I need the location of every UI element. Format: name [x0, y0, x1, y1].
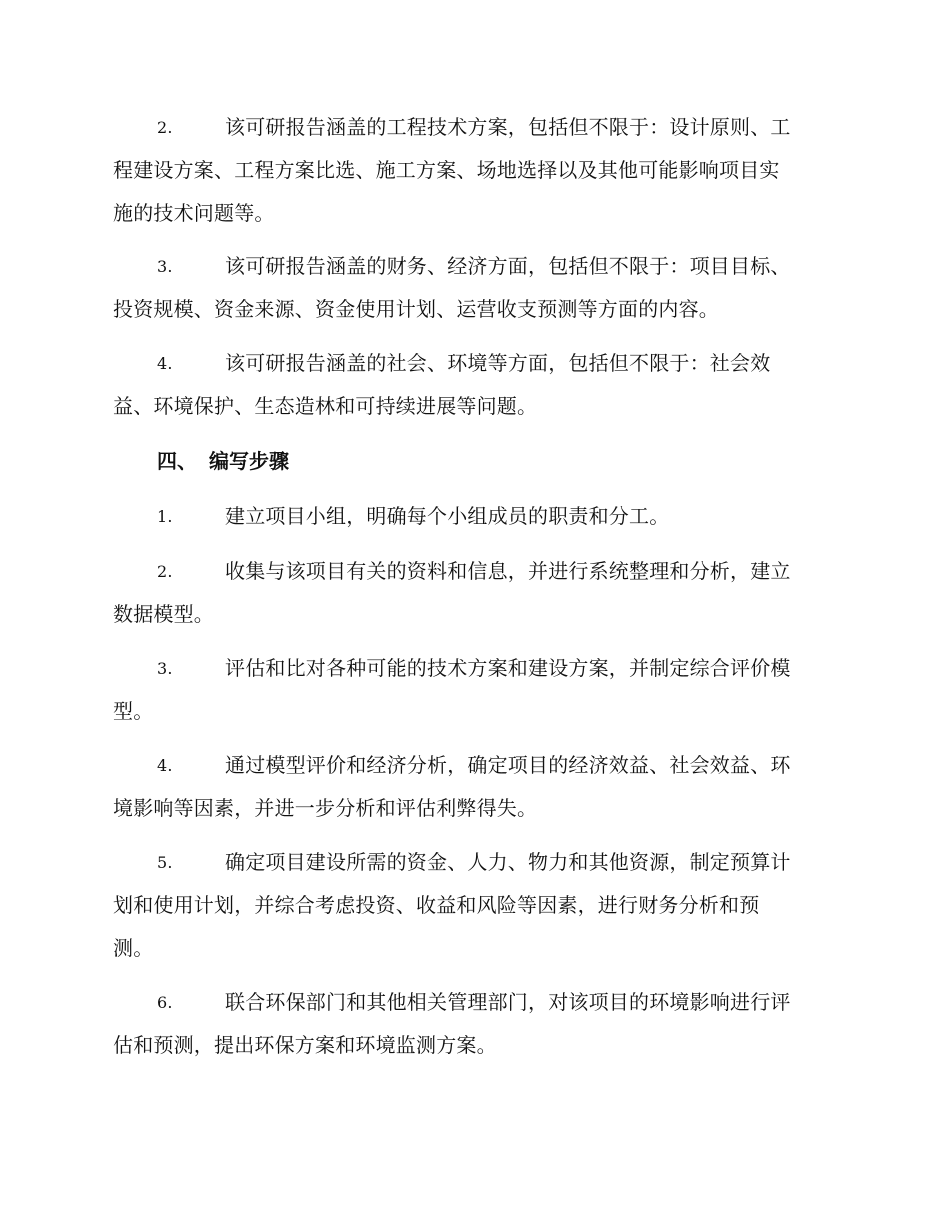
list-item: [113, 245, 837, 331]
paragraph-line: 境影响等因素，并进一步分析和评估利弊得失。: [113, 796, 538, 820]
list-item: [113, 106, 837, 235]
list-item: [113, 647, 837, 733]
item-number: 2.: [157, 118, 173, 137]
paragraph-line: 确定项目建设所需的资金、人力、物力和其他资源，制定预算计: [225, 850, 791, 874]
paragraph-line: 测。: [113, 936, 154, 960]
paragraph-line: 建立项目小组，明确每个小组成员的职责和分工。: [225, 504, 670, 528]
item-number: 1.: [157, 507, 173, 526]
item-number: 3.: [157, 659, 173, 678]
paragraph-line: 通过模型评价和经济分析，确定项目的经济效益、社会效益、环: [225, 753, 791, 777]
paragraph-line: 划和使用计划，并综合考虑投资、收益和风险等因素，进行财务分析和预: [113, 893, 760, 917]
item-number: 4.: [157, 354, 173, 373]
section-number: 四、: [157, 449, 197, 473]
paragraph-line: 该可研报告涵盖的工程技术方案，包括但不限于：设计原则、工: [225, 115, 791, 139]
paragraph-line: 联合环保部门和其他相关管理部门，对该项目的环境影响进行评: [225, 990, 791, 1014]
paragraph-line: 投资规模、资金来源、资金使用计划、运营收支预测等方面的内容。: [113, 297, 719, 321]
list-item: [113, 495, 837, 538]
paragraph-line: 收集与该项目有关的资料和信息，并进行系统整理和分析，建立: [225, 559, 791, 583]
item-number: 5.: [157, 853, 173, 872]
item-number: 3.: [157, 257, 173, 276]
paragraph-line: 估和预测，提出环保方案和环境监测方案。: [113, 1033, 497, 1057]
list-item: [113, 550, 837, 636]
section-heading: [157, 440, 289, 483]
paragraph-line: 程建设方案、工程方案比选、施工方案、场地选择以及其他可能影响项目实: [113, 158, 780, 182]
paragraph-line: 数据模型。: [113, 602, 214, 626]
paragraph-line: 型。: [113, 699, 154, 723]
section-title: 编写步骤: [209, 449, 289, 473]
item-number: 4.: [157, 756, 173, 775]
item-number: 6.: [157, 993, 173, 1012]
list-item: [113, 342, 837, 428]
paragraph-line: 评估和比对各种可能的技术方案和建设方案，并制定综合评价模: [225, 656, 791, 680]
list-item: [113, 744, 837, 830]
paragraph-line: 该可研报告涵盖的财务、经济方面，包括但不限于：项目目标、: [225, 254, 791, 278]
paragraph-line: 施的技术问题等。: [113, 201, 275, 225]
paragraph-line: 该可研报告涵盖的社会、环境等方面，包括但不限于：社会效: [225, 351, 771, 375]
paragraph-line: 益、环境保护、生态造林和可持续进展等问题。: [113, 394, 538, 418]
list-item: [113, 841, 837, 970]
list-item: [113, 981, 837, 1067]
item-number: 2.: [157, 562, 173, 581]
